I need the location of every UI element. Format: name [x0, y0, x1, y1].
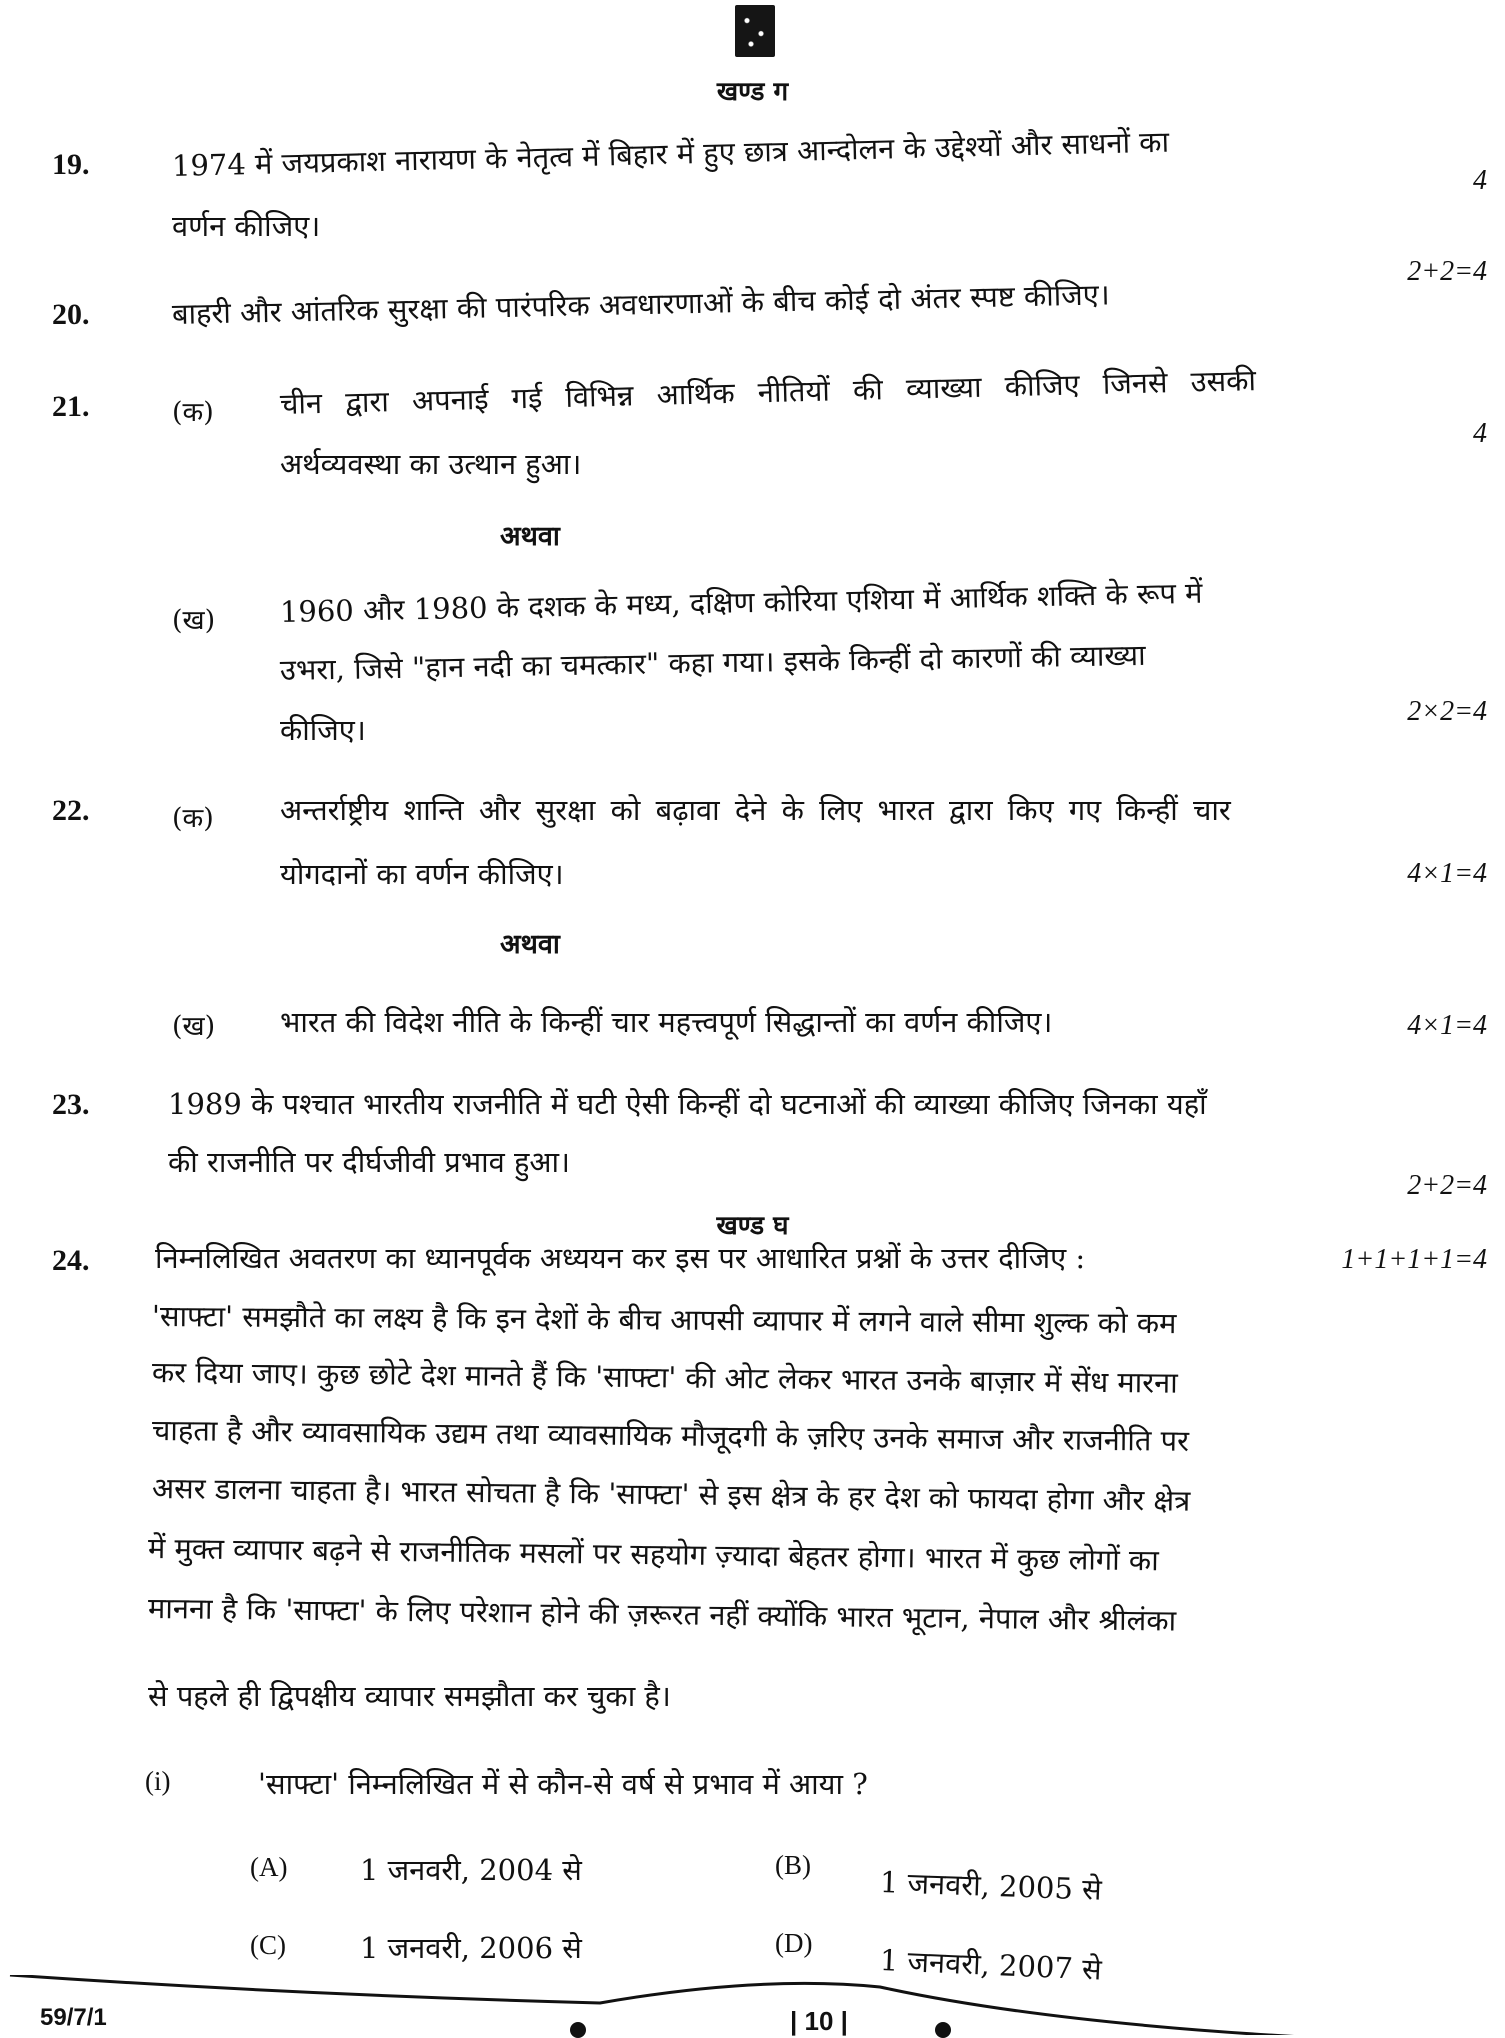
sub-question-label: (i)	[145, 1766, 171, 1796]
passage-line: से पहले ही द्विपक्षीय व्यापार समझौता कर चुका है।	[148, 1679, 671, 1713]
option-label-kha: (ख)	[172, 605, 216, 636]
question-text: वर्णन कीजिए।	[172, 209, 321, 243]
question-text: बाहरी और आंतरिक सुरक्षा की पारंपरिक अवधारणाओं के बीच कोई दो अंतर स्पष्ट कीजिए।	[171, 277, 1111, 331]
question-text: 1989 के पश्चात भारतीय राजनीति में घटी ऐसी किन्हीं दो घटनाओं की व्याख्या कीजिए जिनका यहाँ	[168, 1087, 1207, 1121]
passage-line: में मुक्त व्यापार बढ़ने से राजनीतिक मसलों पर सहयोग ज़्यादा बेहतर होगा। भारत में कुछ लोगों का	[147, 1531, 1159, 1578]
marks: 2+2=4	[1407, 1170, 1487, 1201]
page-number-value: 10	[804, 2006, 834, 2036]
passage-line: असर डालना चाहता है। भारत सोचता है कि 'साफ्टा' से इस क्षेत्र के हर देश को फायदा होगा और क्षेत्र	[151, 1471, 1191, 1518]
option-label-ka: (क)	[172, 397, 214, 428]
registration-dot-icon	[570, 2022, 586, 2038]
passage-line: कर दिया जाए। कुछ छोटे देश मानते हैं कि 'साफ्टा' की ओट लेकर भारत उनके बाज़ार में सेंध मारना	[151, 1355, 1178, 1400]
marks: 2+2=4	[1407, 256, 1487, 287]
question-text: 1974 में जयप्रकाश नारायण के नेतृत्व में बिहार में हुए छात्र आन्दोलन के उद्देश्यों और साधनों का	[171, 124, 1170, 183]
option-c-text[interactable]: 1 जनवरी, 2006 से	[360, 1931, 582, 1965]
marks: 4	[1473, 418, 1487, 449]
question-text: अर्थव्यवस्था का उत्थान हुआ।	[280, 447, 582, 481]
marks: 2×2=4	[1407, 696, 1487, 727]
footer-divider	[0, 1975, 1505, 2035]
marks: 1+1+1+1=4	[1341, 1244, 1487, 1275]
registration-dot-icon	[935, 2022, 951, 2038]
sub-question-text: 'साफ्टा' निम्नलिखित में से कौन-से वर्ष से प्रभाव में आया ?	[258, 1767, 868, 1801]
question-text: 1960 और 1980 के दशक के मध्य, दक्षिण कोरिया एशिया में आर्थिक शक्ति के रूप में	[279, 575, 1203, 629]
option-a-text[interactable]: 1 जनवरी, 2004 से	[360, 1853, 582, 1887]
option-d-label[interactable]: (D)	[775, 1928, 813, 1958]
question-text: कीजिए।	[280, 713, 366, 747]
question-text: की राजनीति पर दीर्घजीवी प्रभाव हुआ।	[168, 1145, 571, 1179]
question-number: 21.	[52, 390, 90, 423]
or-separator: अथवा	[500, 929, 560, 960]
question-number: 20.	[52, 298, 90, 331]
question-number: 19.	[52, 148, 90, 181]
marks: 4	[1473, 165, 1487, 196]
question-text: उभरा, जिसे "हान नदी का चमत्कार" कहा गया। इसके किन्हीं दो कारणों की व्याख्या	[279, 637, 1146, 687]
option-c-label[interactable]: (C)	[250, 1930, 286, 1960]
option-b-text[interactable]: 1 जनवरी, 2005 से	[879, 1865, 1103, 1907]
paper-code: 59/7/1	[40, 2004, 107, 2031]
option-d-text[interactable]: 1 जनवरी, 2007 से	[879, 1943, 1103, 1987]
question-text: योगदानों का वर्णन कीजिए।	[280, 857, 564, 891]
option-label-kha: (ख)	[172, 1011, 216, 1042]
marks: 4×1=4	[1407, 858, 1487, 889]
section-c-heading: खण्ड ग	[716, 77, 789, 107]
question-text: अन्तर्राष्ट्रीय शान्ति और सुरक्षा को बढ़ावा देने के लिए भारत द्वारा किए गए किन्हीं चार	[280, 793, 1231, 827]
passage-line: मानना है कि 'साफ्टा' के लिए परेशान होने की ज़रूरत नहीं क्योंकि भारत भूटान, नेपाल और श्रीलंका	[147, 1591, 1177, 1638]
question-number: 24.	[52, 1244, 90, 1277]
question-text: भारत की विदेश नीति के किन्हीं चार महत्त्वपूर्ण सिद्धान्तों का वर्णन कीजिए।	[280, 1005, 1053, 1039]
option-a-label[interactable]: (A)	[250, 1852, 288, 1882]
section-d-heading: खण्ड घ	[716, 1211, 789, 1241]
passage-line: चाहता है और व्यावसायिक उद्यम तथा व्यावसायिक मौजूदगी के ज़रिए उनके समाज और राजनीति पर	[151, 1413, 1190, 1458]
page-number: | 10 |	[790, 2006, 848, 2036]
question-number: 23.	[52, 1088, 90, 1121]
question-number: 22.	[52, 794, 90, 827]
qr-code-icon	[735, 5, 775, 57]
option-label-ka: (क)	[172, 803, 214, 834]
or-separator: अथवा	[500, 521, 560, 552]
passage-line: 'साफ्टा' समझौते का लक्ष्य है कि इन देशों के बीच आपसी व्यापार में लगने वाले सीमा शुल्क को कम	[151, 1299, 1177, 1341]
question-text: चीन द्वारा अपनाई गई विभिन्न आर्थिक नीतियों की व्याख्या कीजिए जिनसे उसकी	[279, 363, 1257, 421]
option-b-label[interactable]: (B)	[775, 1850, 811, 1880]
marks: 4×1=4	[1407, 1010, 1487, 1041]
instruction-text: निम्नलिखित अवतरण का ध्यानपूर्वक अध्ययन कर इस पर आधारित प्रश्नों के उत्तर दीजिए :	[155, 1241, 1086, 1275]
